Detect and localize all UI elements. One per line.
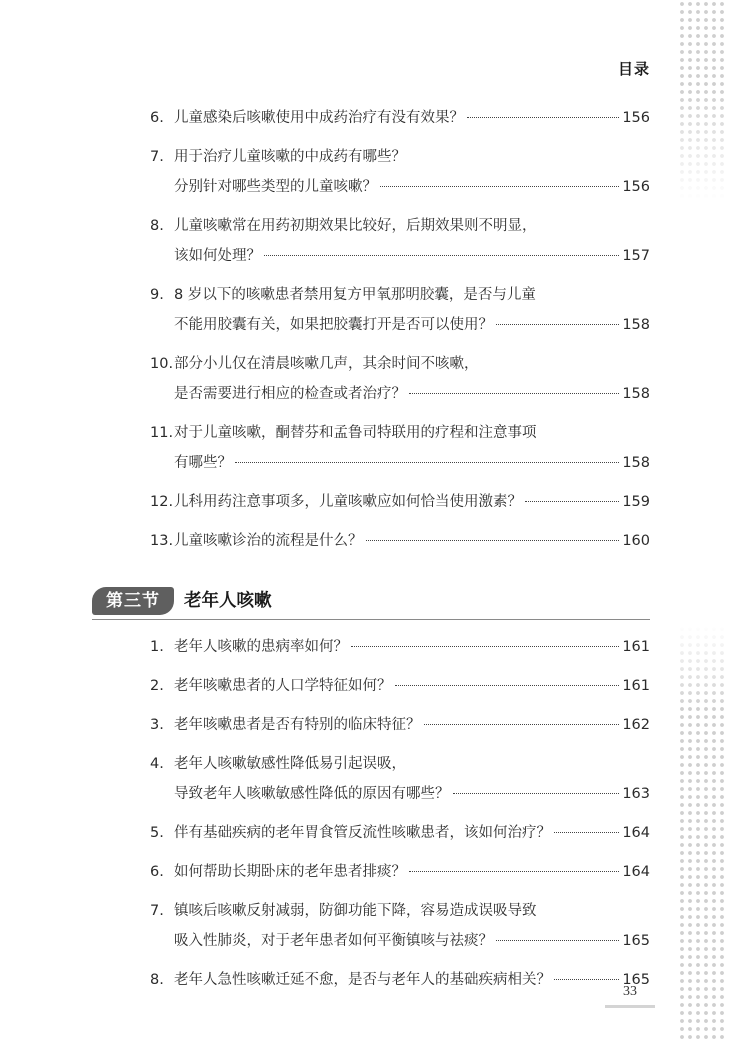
dot-leader bbox=[453, 793, 620, 794]
dot-leader bbox=[554, 832, 619, 833]
entry-number: 1. bbox=[150, 639, 164, 655]
entry-page-number: 159 bbox=[622, 494, 650, 510]
section-title: 老年人咳嗽 bbox=[184, 591, 272, 611]
entry-text: 老年咳嗽患者的人口学特征如何？ bbox=[174, 678, 392, 694]
toc-entry[interactable] bbox=[150, 103, 650, 133]
decorative-dot-pattern-top bbox=[678, 0, 726, 200]
entry-number: 2. bbox=[150, 678, 164, 694]
toc-entry[interactable] bbox=[150, 349, 650, 409]
running-header-title: 目录 bbox=[617, 60, 650, 78]
entry-page-number: 165 bbox=[622, 972, 650, 988]
toc-list-elderly bbox=[150, 632, 650, 1004]
entry-number: 6. bbox=[150, 110, 164, 126]
entry-page-number: 160 bbox=[622, 533, 650, 549]
page-number: 33 bbox=[623, 984, 637, 999]
entry-page-number: 165 bbox=[622, 933, 650, 949]
dot-leader bbox=[409, 871, 619, 872]
entry-number: 9. bbox=[150, 287, 164, 303]
entry-number: 8. bbox=[150, 218, 164, 234]
entry-page-number: 161 bbox=[622, 639, 650, 655]
dot-leader bbox=[264, 255, 619, 256]
dot-leader bbox=[496, 324, 619, 325]
entry-text: 老年咳嗽患者是否有特别的临床特征？ bbox=[174, 717, 421, 733]
entry-page-number: 162 bbox=[622, 717, 650, 733]
entry-text: 镇咳后咳嗽反射减弱，防御功能下降，容易造成误吸导致 bbox=[174, 903, 537, 919]
entry-page-number: 156 bbox=[622, 179, 650, 195]
toc-entry[interactable] bbox=[150, 749, 650, 809]
toc-entry[interactable] bbox=[150, 965, 650, 995]
entry-number: 7. bbox=[150, 149, 164, 165]
entry-number: 10. bbox=[150, 356, 174, 372]
section-number-badge: 第三节 bbox=[92, 587, 174, 615]
entry-text: 吸入性肺炎，对于老年患者如何平衡镇咳与祛痰？ bbox=[174, 933, 493, 949]
toc-entry[interactable] bbox=[150, 857, 650, 887]
entry-text: 导致老年人咳嗽敏感性降低的原因有哪些？ bbox=[174, 786, 450, 802]
entry-number: 13. bbox=[150, 533, 174, 549]
entry-text: 对于儿童咳嗽，酮替芬和孟鲁司特联用的疗程和注意事项 bbox=[174, 425, 537, 441]
toc-entry[interactable] bbox=[150, 487, 650, 517]
entry-text: 有哪些？ bbox=[174, 455, 232, 471]
page-number-rule bbox=[605, 1005, 655, 1008]
entry-number: 5. bbox=[150, 825, 164, 841]
entry-page-number: 161 bbox=[622, 678, 650, 694]
dot-leader bbox=[409, 393, 619, 394]
entry-number: 6. bbox=[150, 864, 164, 880]
dot-leader bbox=[467, 117, 619, 118]
entry-number: 12. bbox=[150, 494, 174, 510]
entry-number: 11. bbox=[150, 425, 174, 441]
dot-leader bbox=[235, 462, 619, 463]
entry-page-number: 156 bbox=[622, 110, 650, 126]
section-heading bbox=[92, 583, 650, 620]
dot-leader bbox=[395, 685, 620, 686]
toc-entry[interactable] bbox=[150, 211, 650, 271]
entry-page-number: 157 bbox=[622, 248, 650, 264]
entry-text: 老年人急性咳嗽迁延不愈，是否与老年人的基础疾病相关？ bbox=[174, 972, 551, 988]
entry-number: 4. bbox=[150, 756, 164, 772]
dot-leader bbox=[424, 724, 620, 725]
entry-text: 如何帮助长期卧床的老年患者排痰？ bbox=[174, 864, 406, 880]
entry-page-number: 163 bbox=[622, 786, 650, 802]
entry-text: 儿童咳嗽诊治的流程是什么？ bbox=[174, 533, 363, 549]
entry-page-number: 158 bbox=[622, 386, 650, 402]
toc-entry[interactable] bbox=[150, 632, 650, 662]
toc-entry[interactable] bbox=[150, 818, 650, 848]
entry-text: 不能用胶囊有关，如果把胶囊打开是否可以使用？ bbox=[174, 317, 493, 333]
entry-text: 用于治疗儿童咳嗽的中成药有哪些？ bbox=[174, 149, 406, 165]
dot-leader bbox=[380, 186, 619, 187]
entry-text: 该如何处理？ bbox=[174, 248, 261, 264]
entry-text: 老年人咳嗽的患病率如何？ bbox=[174, 639, 348, 655]
entry-text: 儿科用药注意事项多，儿童咳嗽应如何恰当使用激素？ bbox=[174, 494, 522, 510]
toc-entry[interactable] bbox=[150, 896, 650, 956]
entry-text: 分别针对哪些类型的儿童咳嗽？ bbox=[174, 179, 377, 195]
dot-leader bbox=[525, 501, 619, 502]
toc-list-children bbox=[150, 103, 650, 565]
toc-entry[interactable] bbox=[150, 280, 650, 340]
entry-page-number: 164 bbox=[622, 864, 650, 880]
toc-entry[interactable] bbox=[150, 142, 650, 202]
dot-leader bbox=[554, 979, 619, 980]
entry-text: 是否需要进行相应的检查或者治疗？ bbox=[174, 386, 406, 402]
toc-entry[interactable] bbox=[150, 418, 650, 478]
decorative-dot-pattern-bottom bbox=[678, 625, 726, 1040]
entry-text: 伴有基础疾病的老年胃食管反流性咳嗽患者，该如何治疗？ bbox=[174, 825, 551, 841]
entry-text: 部分小儿仅在清晨咳嗽几声，其余时间不咳嗽， bbox=[174, 356, 479, 372]
dot-leader bbox=[351, 646, 619, 647]
entry-page-number: 158 bbox=[622, 455, 650, 471]
entry-number: 3. bbox=[150, 717, 164, 733]
toc-entry[interactable] bbox=[150, 526, 650, 556]
entry-number: 8. bbox=[150, 972, 164, 988]
entry-text: 儿童咳嗽常在用药初期效果比较好，后期效果则不明显， bbox=[174, 218, 537, 234]
entry-text: 儿童感染后咳嗽使用中成药治疗有没有效果？ bbox=[174, 110, 464, 126]
entry-text: 老年人咳嗽敏感性降低易引起误吸， bbox=[174, 756, 406, 772]
dot-leader bbox=[366, 540, 620, 541]
entry-page-number: 158 bbox=[622, 317, 650, 333]
dot-leader bbox=[496, 940, 619, 941]
entry-page-number: 164 bbox=[622, 825, 650, 841]
entry-number: 7. bbox=[150, 903, 164, 919]
entry-text: 8 岁以下的咳嗽患者禁用复方甲氧那明胶囊，是否与儿童 bbox=[174, 287, 536, 303]
toc-entry[interactable] bbox=[150, 671, 650, 701]
toc-entry[interactable] bbox=[150, 710, 650, 740]
